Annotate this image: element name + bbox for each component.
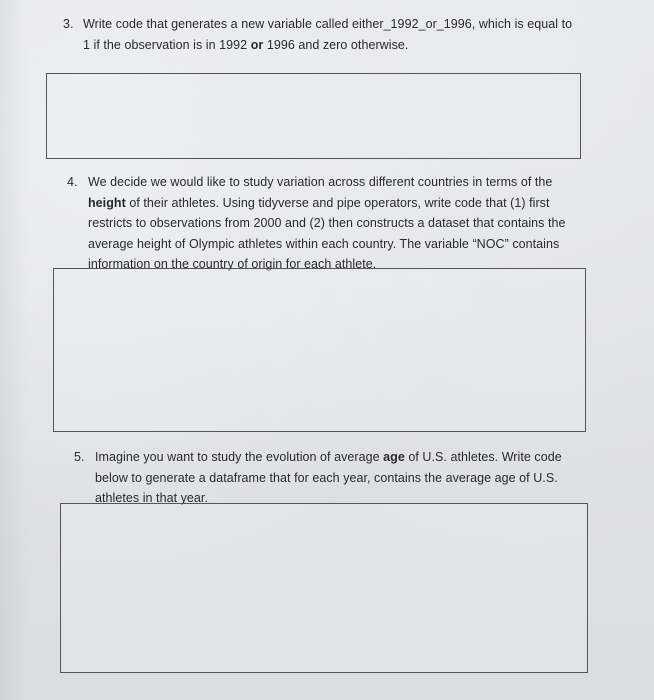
question-text-line: below to generate a dataframe that for each year, contains the average age of U.S. bbox=[95, 470, 558, 485]
emphasized-term: age bbox=[383, 450, 405, 464]
question-text bbox=[88, 172, 566, 275]
question-5 bbox=[74, 447, 594, 511]
emphasized-term: height bbox=[88, 195, 126, 210]
page-shadow bbox=[0, 0, 28, 700]
question-text-line: Write code that generates a new variable called either_1992_or_1996, which is equal to bbox=[83, 17, 573, 31]
answer-box-5[interactable] bbox=[60, 503, 588, 673]
question-text-line: average height of Olympic athletes within each country. The variable “NOC” contains bbox=[88, 236, 560, 251]
question-number: 3. bbox=[63, 17, 74, 31]
answer-box-3[interactable] bbox=[46, 73, 581, 159]
question-text-line: information on the country of origin for each athlete. bbox=[88, 257, 377, 271]
question-text-line: Imagine you want to study the evolution of average age of U.S. athletes. Write code bbox=[95, 450, 562, 464]
question-number: 5. bbox=[74, 450, 85, 464]
question-text-line: athletes in that year. bbox=[95, 491, 208, 505]
question-4 bbox=[67, 172, 607, 276]
question-text-line: We decide we would like to study variation across different countries in terms of the bbox=[88, 175, 553, 189]
question-3 bbox=[63, 14, 623, 58]
question-number: 4. bbox=[67, 175, 78, 189]
question-text-line: height of their athletes. Using tidyverse and pipe operators, write code that (1) first bbox=[88, 195, 550, 210]
question-text bbox=[83, 14, 572, 55]
question-text bbox=[95, 447, 562, 509]
emphasized-term: or bbox=[250, 37, 264, 52]
answer-box-4[interactable] bbox=[53, 268, 586, 432]
question-text-line: 1 if the observation is in 1992 or 1996 and zero otherwise. bbox=[83, 37, 409, 52]
question-text-line: restricts to observations from 2000 and (2) then constructs a dataset that contains the bbox=[88, 216, 566, 230]
